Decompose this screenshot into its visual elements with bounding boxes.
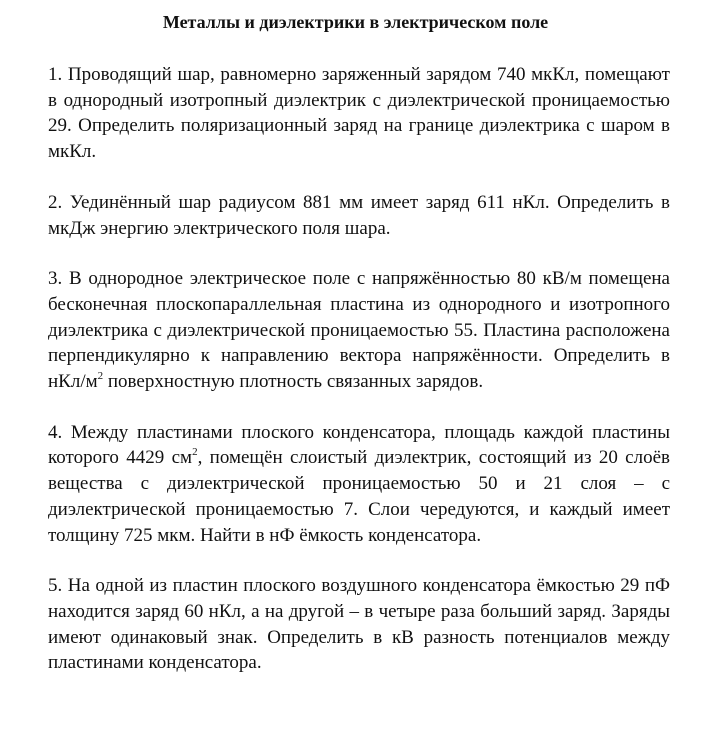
problem-list [48, 62, 670, 701]
problem-4-text-before: 4. Между пластинами плоского конденсатора, площадь каждой пластины которого 4429 см [48, 421, 670, 469]
problem-4 [48, 420, 670, 549]
problem-3 [48, 266, 670, 395]
problem-1: 1. Проводящий шар, равномерно заряженный зарядом 740 мкКл, помещают в однородный изотропный диэлектрик с диэлектрической проницаемостью 29. Определить поляризационный заряд на границе диэлектрика с шаром в мкКл. [48, 64, 670, 163]
problem-3-text-after: поверхностную плотность связанных зарядов. [103, 371, 484, 393]
problem-4-superscript: 2 [192, 446, 198, 459]
problem-5: 5. На одной из пластин плоского воздушного конденсатора ёмкостью 29 пФ находится заряд 60 нКл, а на другой – в четыре раза больший заряд. Заряды имеют одинаковый знак. Определить в кВ разность потенциалов между пластинами конденсатора. [48, 575, 670, 674]
document-title: Металлы и диэлектрики в электрическом поле [162, 12, 549, 32]
problem-3-superscript: 2 [97, 370, 104, 383]
problem-4-text-after: , помещён слоистый диэлектрик, состоящий из 20 слоёв вещества с диэлектрической проницаемостью 50 и 21 слоя – с диэлектрической проницаемостью 7. Слои чередуются, и каждый имеет толщину 725 мкм. Найти в нФ ёмкость конденсатора. [48, 447, 670, 546]
problem-3-text-before: 3. В однородное электрическое поле с напряжённостью 80 кВ/м помещена бесконечная плоскопараллельная пластина из однородного и изотропного диэлектрика с диэлектрической проницаемостью 55. Пластина расположена перпендикулярно к направлению вектора напряжённости. Определить в нКл/м [48, 268, 670, 393]
problem-2: 2. Уединённый шар радиусом 881 мм имеет заряд 611 нКл. Определить в мкДж энергию электрического поля шара. [48, 191, 670, 239]
